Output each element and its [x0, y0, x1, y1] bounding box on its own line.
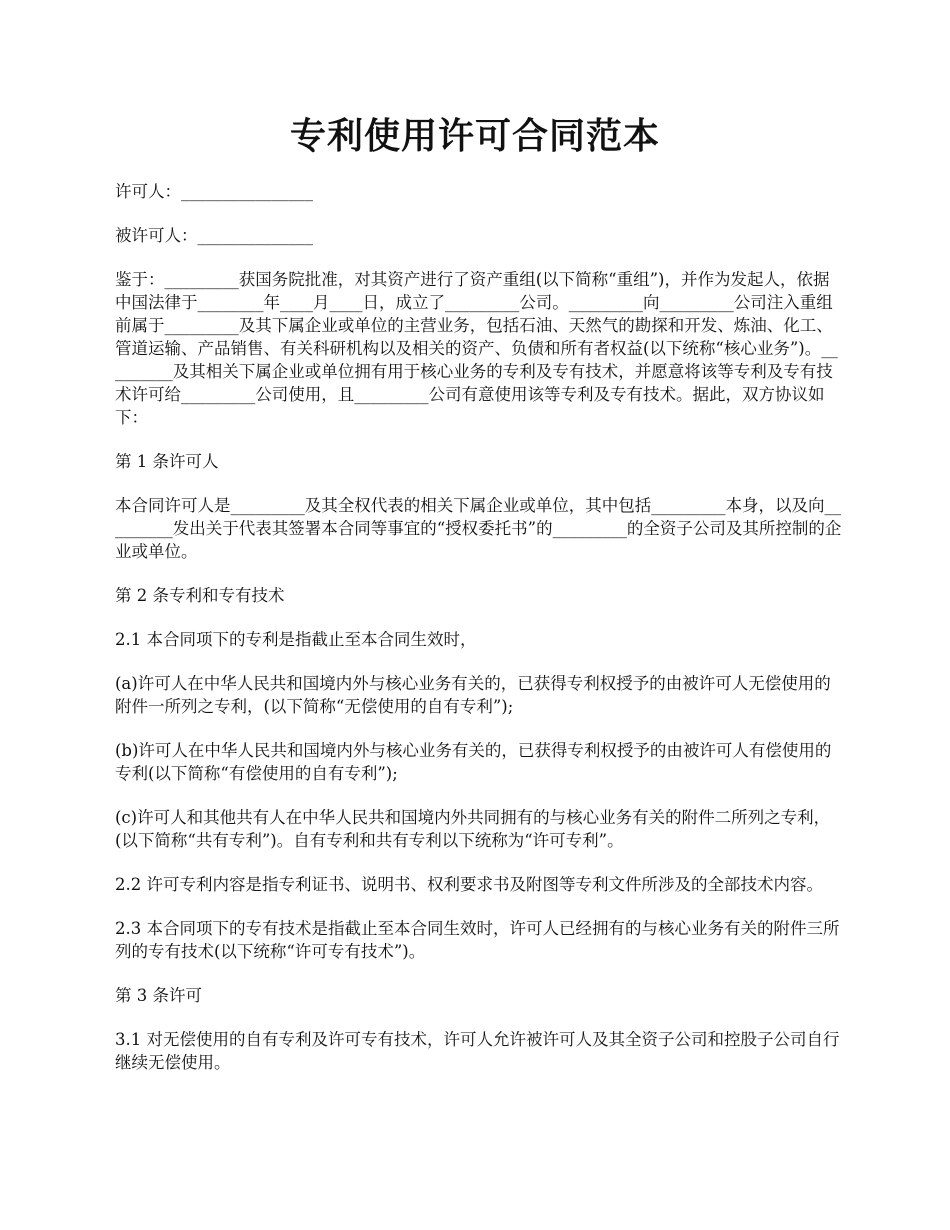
clause-3-1: 3.1 对无偿使用的自有专利及许可专有技术，许可人允许被许可人及其全资子公司和控股子公司自行继续无偿使用。 [115, 1030, 840, 1072]
article-1-heading: 第 1 条许可人 [115, 452, 219, 471]
clause-2-1: 2.1 本合同项下的专利是指截止至本合同生效时， [115, 630, 477, 649]
article-3-heading: 第 3 条许可 [115, 986, 202, 1005]
clause-2-1-b: (b)许可人在中华人民共和国境内外与核心业务有关的，已获得专利权授予的由被许可人有偿使用的专利(以下简称“有偿使用的自有专利”); [115, 741, 832, 783]
clause-2-2: 2.2 许可专利内容是指专利证书、说明书、权利要求书及附图等专利文件所涉及的全部技术内容。 [115, 875, 823, 894]
article-2-heading: 第 2 条专利和专有技术 [115, 586, 285, 605]
clause-2-3: 2.3 本合同项下的专有技术是指截止至本合同生效时，许可人已经拥有的与核心业务有关的附件三所列的专有技术(以下统称“许可专有技术”)。 [115, 919, 840, 961]
licensor-line: 许可人：________________ [115, 182, 313, 201]
licensee-line: 被许可人：______________ [115, 226, 313, 245]
article-1-paragraph: 本合同许可人是_________及其全权代表的相关下属企业或单位，其中包括_________本身，以及向_________发出关于代表其签署本合同等事宜的“授权委托书”的_________的全资子公司及其所控制的企业或单位。 [115, 496, 842, 561]
document-body [115, 180, 845, 1095]
clause-2-1-c: (c)许可人和其他共有人在中华人民共和国境内外共同拥有的与核心业务有关的附件二所列之专利，(以下简称“共有专利”)。自有专利和共有专利以下统称为“许可专利”。 [115, 808, 831, 850]
clause-2-1-a: (a)许可人在中华人民共和国境内外与核心业务有关的，已获得专利权授予的由被许可人无偿使用的附件一所列之专利，(以下简称“无偿使用的自有专利”); [115, 674, 831, 716]
document-title: 专利使用许可合同范本 [289, 115, 660, 157]
recital-paragraph: 鉴于：_________获国务院批准，对其资产进行了资产重组(以下简称“重组”)，并作为发起人，依据中国法律于________年____月____日，成立了_________公司。_________向_________公司注入重组前属于_________及其下属企业或单位的主营业务，包括石油、天然气的勘探和开发、炼油、化工、管道运输、产品销售、有关科研机构以及相关的资产、负债和所有者权益(以下统称“核心业务”)。_________及其相关下属企业或单位拥有用于核心业务的专利及专有技术，并愿意将该等专利及专有技术许可给_________公司使用，且_________公司有意使用该等专利及专有技术。据此，双方协议如下： [115, 270, 838, 427]
